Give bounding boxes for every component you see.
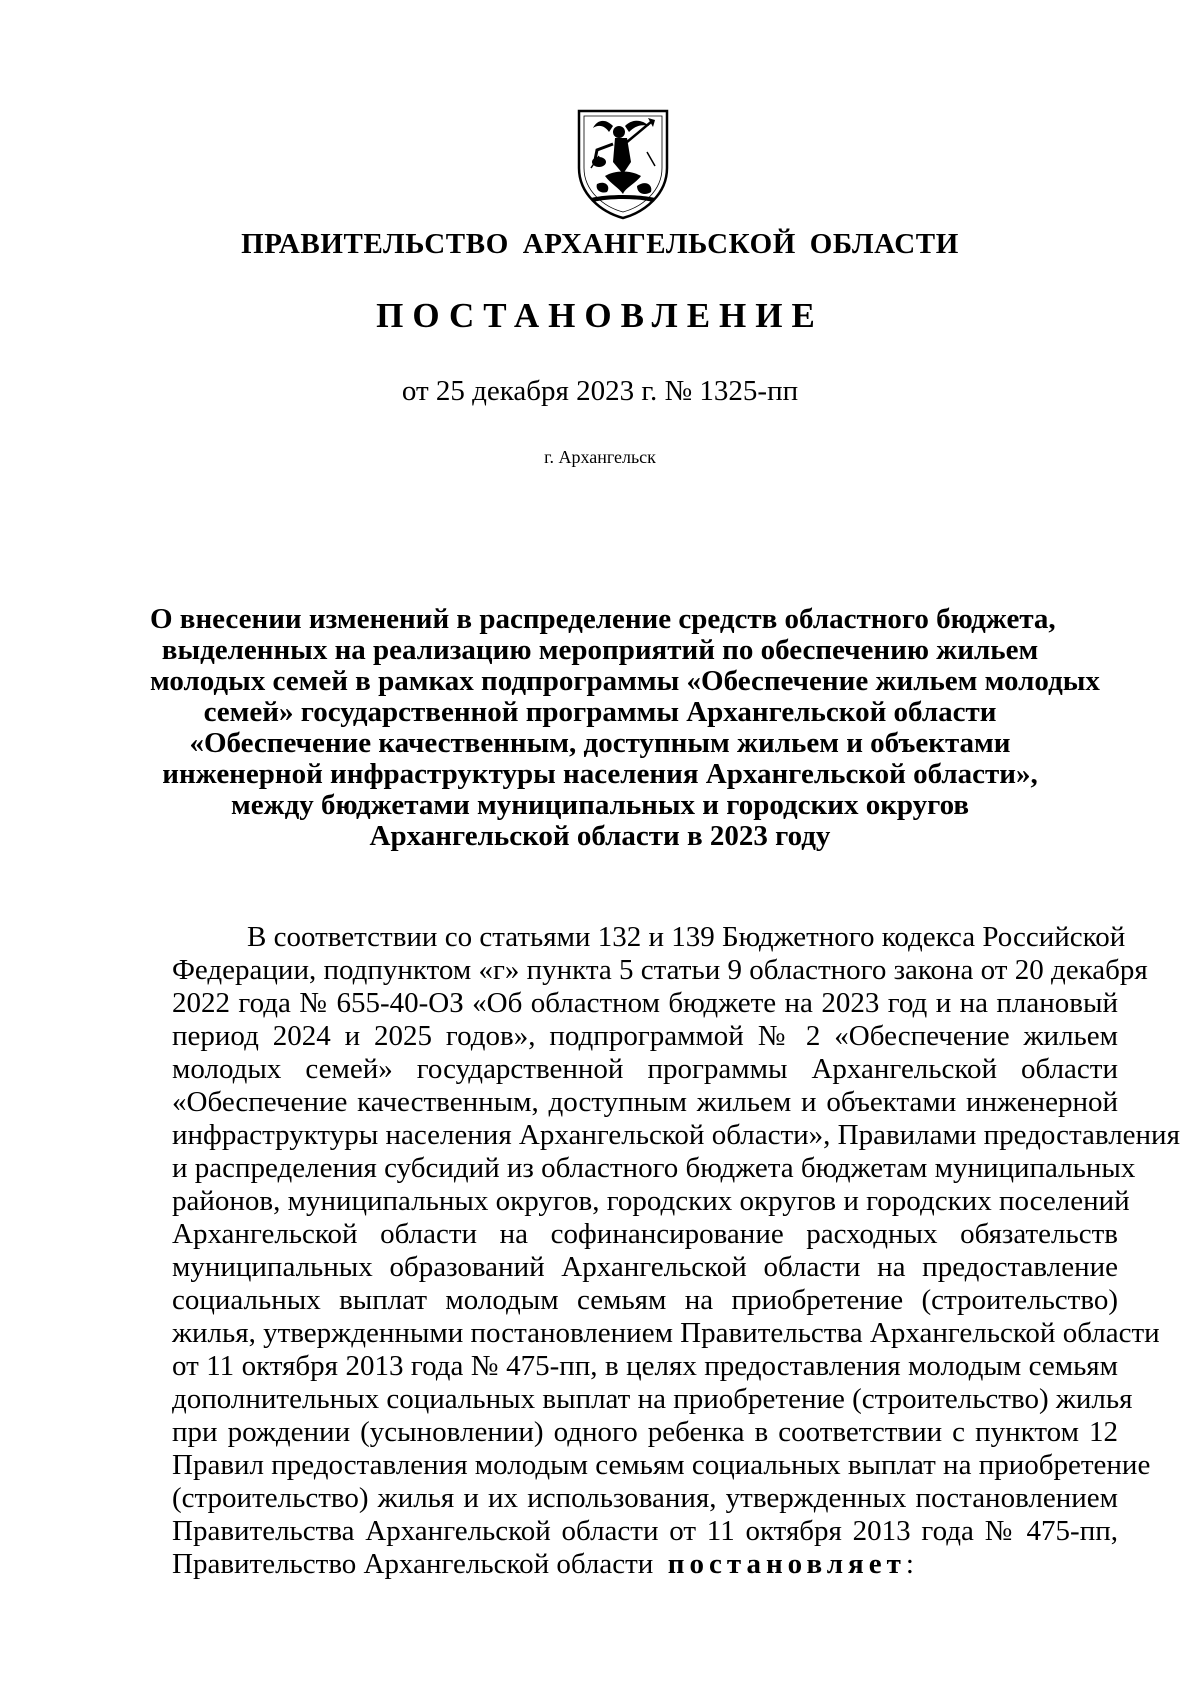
title-line: семей» государственной программы Архангельской области: [203, 696, 997, 728]
closing-text: Правительство Архангельской области: [172, 1548, 654, 1580]
body-line: 2022 года № 655-40-ОЗ «Об областном бюджете на 2023 год и на плановый: [172, 987, 1118, 1019]
document-date-number: от 25 декабря 2023 г. № 1325-пп: [401, 375, 799, 407]
body-line: «Обеспечение качественным, доступным жильем и объектами инженерной: [172, 1086, 1118, 1118]
document-type: ПОСТАНОВЛЕНИЕ: [376, 296, 824, 335]
body-line: Правительства Архангельской области от 11 октября 2013 года № 475-пп,: [172, 1515, 1118, 1547]
body-line: (строительство) жилья и их использования, утвержденных постановлением: [172, 1482, 1118, 1514]
body-line: период 2024 и 2025 годов», подпрограммой № 2 «Обеспечение жильем: [172, 1020, 1118, 1052]
title-line: между бюджетами муниципальных и городских округов: [230, 789, 970, 821]
title-line: инженерной инфраструктуры населения Архангельской области»,: [162, 758, 1038, 790]
body-line: районов, муниципальных округов, городских округов и городских поселений: [172, 1185, 1130, 1217]
body-line: и распределения субсидий из областного бюджета бюджетам муниципальных: [172, 1152, 1136, 1184]
body-line: дополнительных социальных выплат на приобретение (строительство) жилья: [172, 1383, 1133, 1415]
document-title: [150, 603, 1100, 852]
body-line: инфраструктуры населения Архангельской области», Правилами предоставления: [172, 1119, 1180, 1151]
body-line: Правил предоставления молодым семьям социальных выплат на приобретение: [172, 1449, 1151, 1481]
organization-name: ПРАВИТЕЛЬСТВО АРХАНГЕЛЬСКОЙ ОБЛАСТИ: [241, 228, 959, 260]
body-line: Федерации, подпунктом «г» пункта 5 статьи 9 областного закона от 20 декабря: [172, 954, 1148, 986]
document-body: [172, 921, 1180, 1581]
title-line: выделенных на реализацию мероприятий по обеспечению жильем: [161, 634, 1039, 666]
body-line: муниципальных образований Архангельской области на предоставление: [172, 1251, 1118, 1283]
title-line: молодых семей в рамках подпрограммы «Обеспечение жильем молодых: [150, 665, 1100, 697]
document-city: г. Архангельск: [544, 447, 656, 467]
body-line: молодых семей» государственной программы Архангельской области: [172, 1053, 1118, 1085]
body-line: от 11 октября 2013 года № 475-пп, в целях предоставления молодым семьям: [172, 1350, 1118, 1382]
body-closing-line: [172, 1548, 1118, 1581]
body-line: жилья, утвержденными постановлением Правительства Архангельской области: [172, 1317, 1160, 1349]
coat-of-arms-icon: [575, 108, 671, 220]
body-line: В соответствии со статьями 132 и 139 Бюджетного кодекса Российской: [247, 921, 1126, 953]
closing-punctuation: :: [905, 1548, 914, 1580]
resolves-emphasis: постановляет: [667, 1548, 906, 1580]
body-line: при рождении (усыновлении) одного ребенка в соответствии с пунктом 12: [172, 1416, 1118, 1448]
title-line: О внесении изменений в распределение средств областного бюджета,: [150, 603, 1056, 635]
title-line: «Обеспечение качественным, доступным жильем и объектами: [189, 727, 1011, 759]
title-line: Архангельской области в 2023 году: [369, 820, 831, 852]
body-line: Архангельской области на софинансирование расходных обязательств: [172, 1218, 1118, 1250]
body-line: социальных выплат молодым семьям на приобретение (строительство): [172, 1284, 1118, 1316]
